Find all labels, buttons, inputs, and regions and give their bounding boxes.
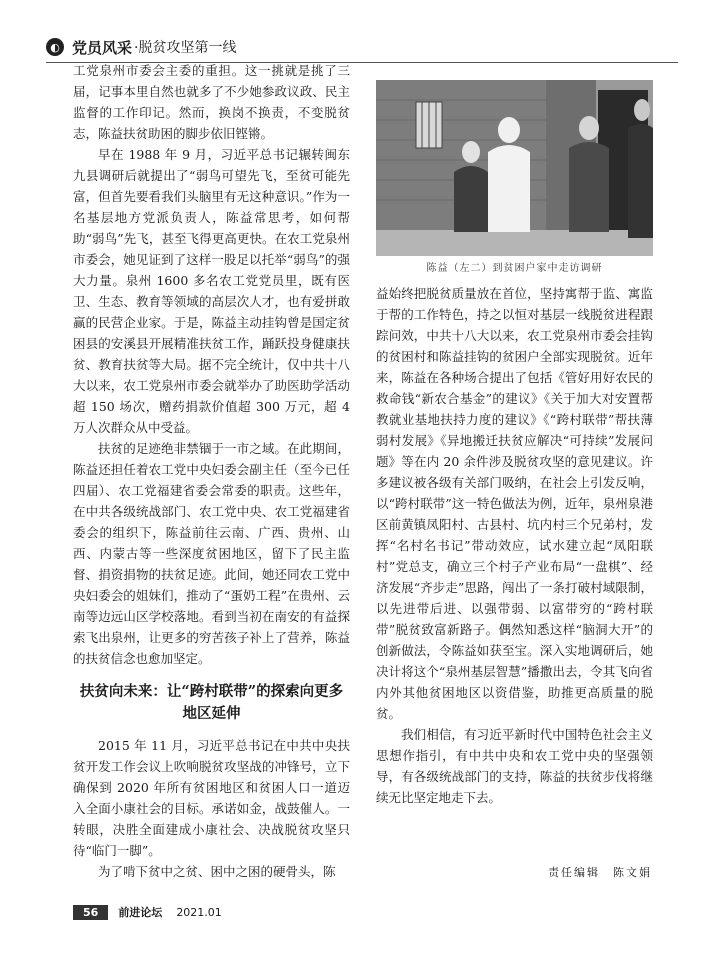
paragraph: 我们相信，有习近平新时代中国特色社会主义思想作指引，有中共中央和农工党中央的坚强领导，有各级统战部门的支持，陈益的扶贫步伐将继续无比坚定地走下去。 [376,727,653,805]
section-subtitle: ·脱贫攻坚第一线 [134,40,237,56]
section-logo-icon: ◐ [46,38,64,56]
journal-name: 前进论坛 [118,906,163,919]
paragraph: 2015 年 11 月，习近平总书记在中共中央扶贫开发工作会议上吹响脱贫攻坚战的冲锋号，立下确保到 2020 年所有贫困地区和贫困人口一道迈入全面小康社会的目标。承诺如金，战鼓催人。一转眼，决胜全面建成小康社会、决战脱贫攻坚只待“临门一脚”。 [73,738,350,858]
paragraph: 益始终把脱贫质量放在首位，坚持寓帮于监、寓监于帮的工作特色，持之以恒对基层一线脱贫进程跟踪问效，中共十八大以来，农工党泉州市委会挂钩的贫困村和陈益挂钩的贫困户全部实现脱贫。近年来，陈益在各种场合提出了包括《管好用好农民的救命钱“新农合基金”的建议》《关于加大对安置帮教就业基地扶持力度的建议》《“跨村联带”帮扶薄弱村发展》《异地搬迁扶贫应解决“可持续”发展问题》等在内 20 余件涉及脱贫攻坚的意见建议。许多建议被各级有关部门吸纳，在社会上引发反响，以“跨村联带”这一特色做法为例，近年，泉州泉港区前黄镇凤阳村、古县村、坑内村三个兄弟村，发挥“名村名书记”带动效应，试水建立起“凤阳联村”党总支，确立三个村子产业布局“一盘棋”、经济发展“齐步走”思路，闯出了一条打破村域限制，以先进带后进、以强带弱、以富带穷的“跨村联带”脱贫致富新路子。偶然知悉这样“脑洞大开”的创新做法，令陈益如获至宝。深入实地调研后，她决计将这个“泉州基层智慧”播撒出去，令其飞向省内外其他贫困地区以资借鉴，助推更高质量的脱贫。 [376,286,653,721]
page-footer [73,904,222,920]
section-heading: 扶贫向未来：让“跨村联带”的探索向更多地区延伸 [79,683,344,722]
section-title: 党员风采 [72,38,133,57]
page-header [46,35,236,59]
right-column [376,283,653,808]
photo [376,80,653,256]
paragraph: 早在 1988 年 9 月，习近平总书记辗转闽东九县调研后就提出了“弱鸟可望先飞，至贫可能先富，但首先要看我们头脑里有无这种意识。”作为一名基层地方党派负责人，陈益常思考，如何帮助“弱鸟”先飞，甚至飞得更高更快。在农工党泉州市委会，她见证到了这样一股足以托举“弱鸟”的强大力量。泉州 1600 多名农工党党员里，既有医卫、生态、教育等领域的高层次人才，也有爱拼敢赢的民营企业家。于是，陈益主动挂钩曾是国定贫困县的安溪县开展精准扶贫工作，踊跃投身健康扶贫、教育扶贫等大局。据不完全统计，仅中共十八大以来，农工党泉州市委会就举办了助医助学活动超 150 场次，赠药捐款价值超 300 万元，超 4 万人次群众从中受益。 [73,147,350,435]
issue-number: 2021.01 [176,905,222,919]
paragraph: 工党泉州市委会主委的重担。这一挑就是挑了三届，记事本里自然也就多了不少她参政议政、民主监督的工作印记。然而，换岗不换责，不变脱贫志，陈益扶贫助困的脚步依旧铿锵。 [73,63,350,141]
photo-caption: 陈益（左二）到贫困户家中走访调研 [426,263,603,274]
paragraph: 为了啃下贫中之贫、困中之困的硬骨头，陈 [98,864,336,879]
responsible-editor: 责任编辑 陈文娟 [548,866,652,879]
left-column [73,60,350,882]
paragraph: 扶贫的足迹绝非禁锢于一市之域。在此期间，陈益还担任着农工党中央妇委会副主任（至今已任四届）、农工党福建省委会常委的职责。这些年，在中共各级统战部门、农工党中央、农工党福建省委会的组织下，陈益前往云南、广西、贵州、山西、内蒙古等一些深度贫困地区，留下了民主监督、捐资捐物的扶贫足迹。此间，她还同农工党中央妇委会的姐妹们，推动了“蛋奶工程”在贵州、云南等边远山区学校落地。看到当初在南安的有益探索飞出泉州，让更多的穷苦孩子补上了营养，陈益的扶贫信念也愈加坚定。 [73,441,350,666]
page-number: 56 [73,905,108,920]
